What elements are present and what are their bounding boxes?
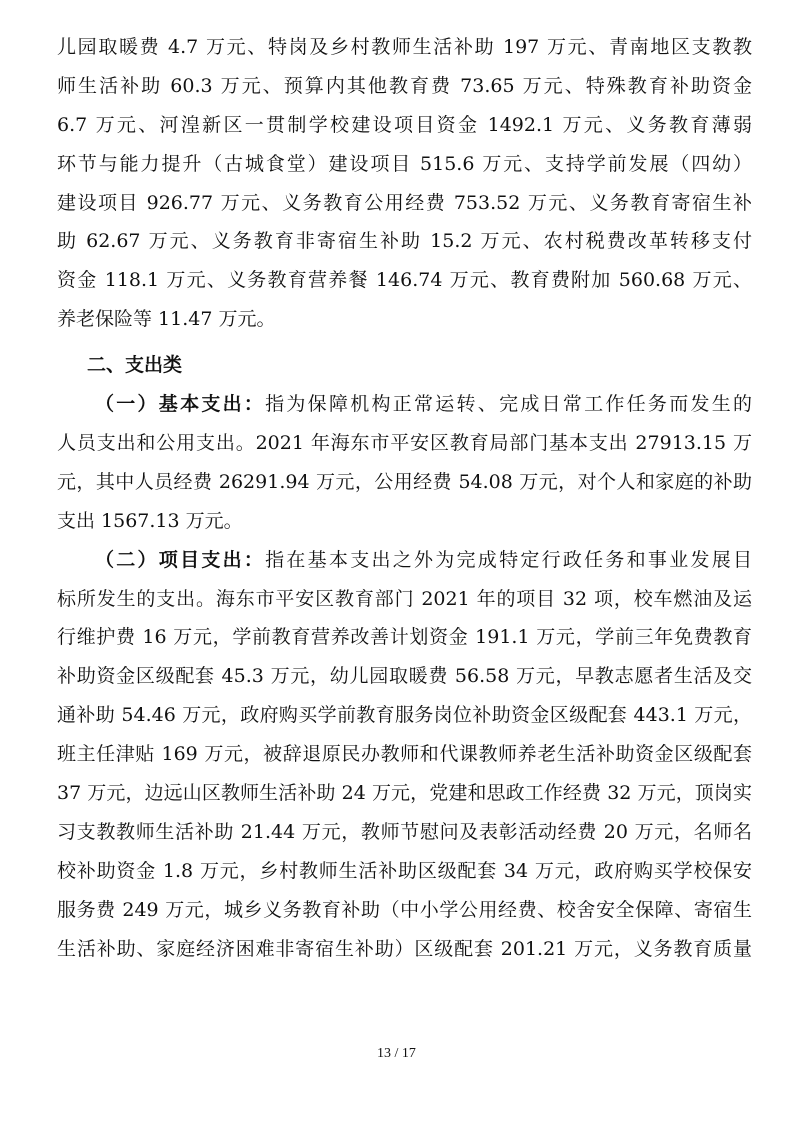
paragraph-project-expenditure: [57, 541, 752, 969]
text-line: 班主任津贴 169 万元，被辞退原民办教师和代课教师养老生活补助资金区级配套: [57, 743, 752, 766]
document-body: [57, 28, 752, 968]
paragraph-first-line: [57, 385, 752, 424]
page-number: 13 / 17: [377, 1046, 416, 1061]
basic-label: （一）基本支出：: [95, 393, 266, 416]
text-line: 通补助 54.46 万元，政府购买学前教育服务岗位补助资金区级配套 443.1 万元，: [57, 704, 752, 727]
paragraph-first-line: [57, 541, 752, 580]
text-line: 6.7 万元、河湟新区一贯制学校建设项目资金 1492.1 万元、义务教育薄弱: [57, 113, 752, 136]
text-line: 行维护费 16 万元，学前教育营养改善计划资金 191.1 万元，学前三年免费教育: [57, 626, 752, 649]
project-label: （二）项目支出：: [95, 548, 266, 571]
text-line: 支出 1567.13 万元。: [57, 509, 243, 532]
text-line: 服务费 249 万元，城乡义务教育补助（中小学公用经费、校舍安全保障、寄宿生: [57, 898, 752, 921]
text-line: 养老保险等 11.47 万元。: [57, 308, 276, 331]
text-line: 人员支出和公用支出。2021 年海东市平安区教育局部门基本支出 27913.15 万: [57, 432, 752, 455]
text: 指为保障机构正常运转、完成日常工作任务而发生的: [265, 393, 752, 416]
text-line: 建设项目 926.77 万元、义务教育公用经费 753.52 万元、义务教育寄宿生补: [57, 191, 752, 214]
text: 指在基本支出之外为完成特定行政任务和事业发展目: [265, 548, 752, 571]
section-heading: 二、支出类: [87, 354, 183, 377]
text-line: 师生活补助 60.3 万元、预算内其他教育费 73.65 万元、特殊教育补助资金: [57, 74, 752, 97]
text-line: 环节与能力提升（古城食堂）建设项目 515.6 万元、支持学前发展（四幼）: [57, 152, 752, 175]
text-line: 生活补助、家庭经济困难非寄宿生补助）区级配套 201.21 万元，义务教育质量: [57, 937, 752, 960]
text-line: 资金 118.1 万元、义务教育营养餐 146.74 万元、教育费附加 560.68 万元、: [57, 269, 752, 292]
paragraph-income-continued: [57, 28, 752, 339]
text-line: 校补助资金 1.8 万元，乡村教师生活补助区级配套 34 万元，政府购买学校保安: [57, 859, 752, 882]
text-line: 补助资金区级配套 45.3 万元，幼儿园取暖费 56.58 万元，早教志愿者生活及交: [57, 665, 752, 688]
text-line: 习支教教师生活补助 21.44 万元，教师节慰问及表彰活动经费 20 万元，名师名: [57, 820, 752, 843]
text-line: 37 万元，边远山区教师生活补助 24 万元，党建和思政工作经费 32 万元，顶岗实: [57, 782, 752, 805]
text-line: 儿园取暖费 4.7 万元、特岗及乡村教师生活补助 197 万元、青南地区支教教: [57, 36, 752, 58]
text-line: 元，其中人员经费 26291.94 万元，公用经费 54.08 万元，对个人和家庭的补助: [57, 470, 752, 493]
text-line: 助 62.67 万元、义务教育非寄宿生补助 15.2 万元、农村税费改革转移支付: [57, 230, 752, 253]
text-line: 标所发生的支出。海东市平安区教育部门 2021 年的项目 32 项，校车燃油及运: [57, 587, 752, 610]
paragraph-basic-expenditure: [57, 385, 752, 541]
